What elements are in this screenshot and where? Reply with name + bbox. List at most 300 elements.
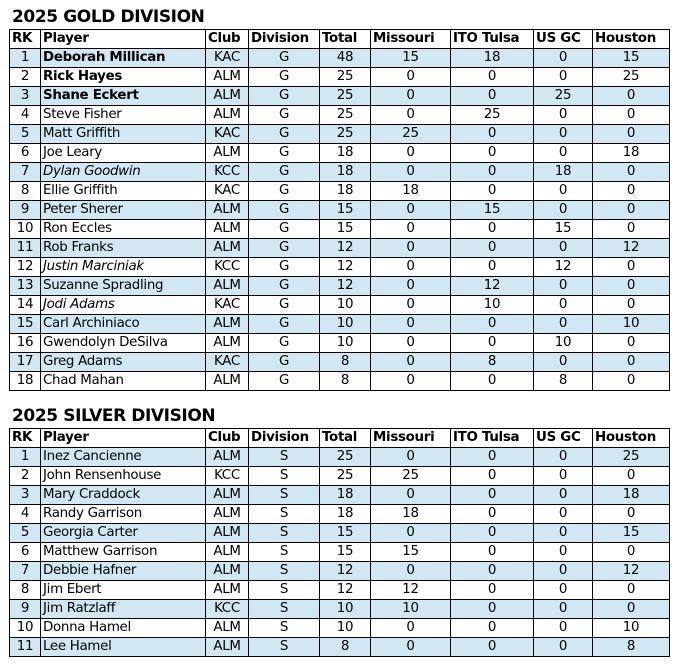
- houston-points-cell: 0: [593, 543, 670, 562]
- table-row: [10, 334, 670, 353]
- player-cell: Debbie Hafner: [41, 562, 206, 581]
- rank-cell: 12: [10, 258, 41, 277]
- ito-tulsa-points-cell: 0: [451, 562, 534, 581]
- player-cell: Dylan Goodwin: [41, 163, 206, 182]
- houston-points-cell: 15: [593, 49, 670, 68]
- total-cell: 12: [320, 562, 371, 581]
- rank-cell: 11: [10, 638, 41, 657]
- header-missouri: Missouri: [371, 429, 451, 448]
- club-cell: ALM: [206, 106, 249, 125]
- division-cell: G: [249, 353, 320, 372]
- us-gc-points-cell: 0: [534, 505, 593, 524]
- houston-points-cell: 12: [593, 562, 670, 581]
- header-division: Division: [249, 429, 320, 448]
- total-cell: 10: [320, 600, 371, 619]
- ito-tulsa-points-cell: 0: [451, 315, 534, 334]
- division-cell: G: [249, 144, 320, 163]
- ito-tulsa-points-cell: 18: [451, 49, 534, 68]
- table-row: [10, 315, 670, 334]
- table-row: [10, 49, 670, 68]
- missouri-points-cell: 10: [371, 600, 451, 619]
- club-cell: ALM: [206, 239, 249, 258]
- player-cell: Carl Archiniaco: [41, 315, 206, 334]
- player-cell: Peter Sherer: [41, 201, 206, 220]
- rank-cell: 5: [10, 125, 41, 144]
- rank-cell: 1: [10, 49, 41, 68]
- rank-cell: 7: [10, 562, 41, 581]
- club-cell: KCC: [206, 600, 249, 619]
- table-row: [10, 372, 670, 391]
- us-gc-points-cell: 0: [534, 68, 593, 87]
- header-division: Division: [249, 30, 320, 49]
- table-row: [10, 87, 670, 106]
- table-row: [10, 467, 670, 486]
- silver-division-table: [9, 428, 670, 657]
- missouri-points-cell: 0: [371, 619, 451, 638]
- missouri-points-cell: 0: [371, 258, 451, 277]
- table-row: [10, 638, 670, 657]
- table-row: [10, 486, 670, 505]
- ito-tulsa-points-cell: 0: [451, 600, 534, 619]
- division-cell: S: [249, 581, 320, 600]
- missouri-points-cell: 0: [371, 220, 451, 239]
- division-cell: G: [249, 220, 320, 239]
- player-cell: Jodi Adams: [41, 296, 206, 315]
- us-gc-points-cell: 12: [534, 258, 593, 277]
- player-cell: Ron Eccles: [41, 220, 206, 239]
- houston-points-cell: 0: [593, 106, 670, 125]
- club-cell: ALM: [206, 201, 249, 220]
- header-club: Club: [206, 30, 249, 49]
- table-row: [10, 163, 670, 182]
- ito-tulsa-points-cell: 0: [451, 619, 534, 638]
- houston-points-cell: 0: [593, 581, 670, 600]
- missouri-points-cell: 15: [371, 49, 451, 68]
- total-cell: 12: [320, 258, 371, 277]
- division-cell: G: [249, 315, 320, 334]
- club-cell: KAC: [206, 353, 249, 372]
- division-cell: G: [249, 106, 320, 125]
- table-row: [10, 619, 670, 638]
- houston-points-cell: 10: [593, 619, 670, 638]
- ito-tulsa-points-cell: 12: [451, 277, 534, 296]
- rank-cell: 15: [10, 315, 41, 334]
- us-gc-points-cell: 0: [534, 448, 593, 467]
- ito-tulsa-points-cell: 0: [451, 448, 534, 467]
- houston-points-cell: 18: [593, 486, 670, 505]
- missouri-points-cell: 0: [371, 201, 451, 220]
- club-cell: ALM: [206, 638, 249, 657]
- club-cell: KAC: [206, 125, 249, 144]
- header-us-gc: US GC: [534, 429, 593, 448]
- houston-points-cell: 18: [593, 144, 670, 163]
- rank-cell: 16: [10, 334, 41, 353]
- total-cell: 10: [320, 334, 371, 353]
- gold-division-table: [9, 29, 670, 391]
- houston-points-cell: 0: [593, 182, 670, 201]
- us-gc-points-cell: 0: [534, 486, 593, 505]
- division-cell: S: [249, 638, 320, 657]
- missouri-points-cell: 18: [371, 182, 451, 201]
- club-cell: ALM: [206, 524, 249, 543]
- player-cell: Inez Cancienne: [41, 448, 206, 467]
- us-gc-points-cell: 0: [534, 144, 593, 163]
- missouri-points-cell: 0: [371, 296, 451, 315]
- division-cell: G: [249, 163, 320, 182]
- us-gc-points-cell: 0: [534, 543, 593, 562]
- us-gc-points-cell: 0: [534, 524, 593, 543]
- division-cell: G: [249, 125, 320, 144]
- table-row: [10, 353, 670, 372]
- missouri-points-cell: 0: [371, 106, 451, 125]
- club-cell: ALM: [206, 581, 249, 600]
- player-cell: Ellie Griffith: [41, 182, 206, 201]
- us-gc-points-cell: 0: [534, 277, 593, 296]
- club-cell: ALM: [206, 334, 249, 353]
- rank-cell: 4: [10, 505, 41, 524]
- us-gc-points-cell: 0: [534, 562, 593, 581]
- us-gc-points-cell: 18: [534, 163, 593, 182]
- club-cell: ALM: [206, 562, 249, 581]
- player-cell: Chad Mahan: [41, 372, 206, 391]
- houston-points-cell: 0: [593, 600, 670, 619]
- table-row: [10, 505, 670, 524]
- total-cell: 10: [320, 296, 371, 315]
- rank-cell: 10: [10, 220, 41, 239]
- table-row: [10, 277, 670, 296]
- table-row: [10, 543, 670, 562]
- silver-division-title: 2025 SILVER DIVISION: [12, 406, 216, 426]
- player-cell: Jim Ratzlaff: [41, 600, 206, 619]
- us-gc-points-cell: 0: [534, 239, 593, 258]
- table-row: [10, 562, 670, 581]
- table-row: [10, 448, 670, 467]
- houston-points-cell: 25: [593, 68, 670, 87]
- missouri-points-cell: 0: [371, 486, 451, 505]
- club-cell: ALM: [206, 505, 249, 524]
- header-player: Player: [41, 429, 206, 448]
- player-cell: Steve Fisher: [41, 106, 206, 125]
- player-cell: Greg Adams: [41, 353, 206, 372]
- division-cell: S: [249, 619, 320, 638]
- total-cell: 18: [320, 486, 371, 505]
- club-cell: KAC: [206, 49, 249, 68]
- club-cell: ALM: [206, 68, 249, 87]
- ito-tulsa-points-cell: 10: [451, 296, 534, 315]
- total-cell: 48: [320, 49, 371, 68]
- header-rk: RK: [10, 429, 41, 448]
- total-cell: 8: [320, 372, 371, 391]
- header-club: Club: [206, 429, 249, 448]
- ito-tulsa-points-cell: 0: [451, 486, 534, 505]
- total-cell: 10: [320, 315, 371, 334]
- table-row: [10, 524, 670, 543]
- us-gc-points-cell: 0: [534, 315, 593, 334]
- ito-tulsa-points-cell: 0: [451, 220, 534, 239]
- table-row: [10, 220, 670, 239]
- us-gc-points-cell: 0: [534, 467, 593, 486]
- us-gc-points-cell: 0: [534, 125, 593, 144]
- header-total: Total: [320, 30, 371, 49]
- missouri-points-cell: 15: [371, 543, 451, 562]
- header-ito-tulsa: ITO Tulsa: [451, 429, 534, 448]
- table-header-row: [10, 429, 670, 448]
- rank-cell: 14: [10, 296, 41, 315]
- division-cell: S: [249, 486, 320, 505]
- club-cell: KAC: [206, 182, 249, 201]
- missouri-points-cell: 0: [371, 562, 451, 581]
- club-cell: ALM: [206, 619, 249, 638]
- houston-points-cell: 0: [593, 353, 670, 372]
- rank-cell: 4: [10, 106, 41, 125]
- total-cell: 12: [320, 581, 371, 600]
- header-rk: RK: [10, 30, 41, 49]
- ito-tulsa-points-cell: 0: [451, 125, 534, 144]
- houston-points-cell: 0: [593, 125, 670, 144]
- rank-cell: 17: [10, 353, 41, 372]
- rank-cell: 18: [10, 372, 41, 391]
- total-cell: 25: [320, 106, 371, 125]
- houston-points-cell: 0: [593, 296, 670, 315]
- rank-cell: 9: [10, 600, 41, 619]
- missouri-points-cell: 0: [371, 87, 451, 106]
- player-cell: Jim Ebert: [41, 581, 206, 600]
- division-cell: G: [249, 201, 320, 220]
- header-total: Total: [320, 429, 371, 448]
- missouri-points-cell: 0: [371, 353, 451, 372]
- header-houston: Houston: [593, 429, 670, 448]
- table-row: [10, 144, 670, 163]
- houston-points-cell: 12: [593, 239, 670, 258]
- club-cell: ALM: [206, 372, 249, 391]
- ito-tulsa-points-cell: 15: [451, 201, 534, 220]
- missouri-points-cell: 0: [371, 144, 451, 163]
- player-cell: Mary Craddock: [41, 486, 206, 505]
- division-cell: G: [249, 182, 320, 201]
- table-row: [10, 239, 670, 258]
- club-cell: KCC: [206, 258, 249, 277]
- division-cell: S: [249, 600, 320, 619]
- club-cell: ALM: [206, 220, 249, 239]
- missouri-points-cell: 0: [371, 239, 451, 258]
- ito-tulsa-points-cell: 0: [451, 543, 534, 562]
- us-gc-points-cell: 0: [534, 353, 593, 372]
- ito-tulsa-points-cell: 0: [451, 239, 534, 258]
- division-cell: G: [249, 372, 320, 391]
- houston-points-cell: 0: [593, 372, 670, 391]
- club-cell: KCC: [206, 467, 249, 486]
- table-row: [10, 600, 670, 619]
- player-cell: Rob Franks: [41, 239, 206, 258]
- rank-cell: 10: [10, 619, 41, 638]
- missouri-points-cell: 0: [371, 638, 451, 657]
- us-gc-points-cell: 15: [534, 220, 593, 239]
- table-row: [10, 258, 670, 277]
- division-cell: G: [249, 296, 320, 315]
- division-cell: G: [249, 277, 320, 296]
- club-cell: ALM: [206, 144, 249, 163]
- us-gc-points-cell: 0: [534, 638, 593, 657]
- missouri-points-cell: 25: [371, 467, 451, 486]
- player-cell: Donna Hamel: [41, 619, 206, 638]
- division-cell: S: [249, 505, 320, 524]
- player-cell: Joe Leary: [41, 144, 206, 163]
- total-cell: 25: [320, 125, 371, 144]
- houston-points-cell: 25: [593, 448, 670, 467]
- ito-tulsa-points-cell: 25: [451, 106, 534, 125]
- houston-points-cell: 0: [593, 505, 670, 524]
- houston-points-cell: 0: [593, 163, 670, 182]
- ito-tulsa-points-cell: 0: [451, 581, 534, 600]
- club-cell: KAC: [206, 296, 249, 315]
- houston-points-cell: 8: [593, 638, 670, 657]
- houston-points-cell: 0: [593, 201, 670, 220]
- houston-points-cell: 0: [593, 467, 670, 486]
- total-cell: 10: [320, 619, 371, 638]
- ito-tulsa-points-cell: 0: [451, 163, 534, 182]
- ito-tulsa-points-cell: 0: [451, 467, 534, 486]
- total-cell: 25: [320, 448, 371, 467]
- missouri-points-cell: 0: [371, 334, 451, 353]
- player-cell: Deborah Millican: [41, 49, 206, 68]
- missouri-points-cell: 0: [371, 448, 451, 467]
- houston-points-cell: 0: [593, 220, 670, 239]
- total-cell: 8: [320, 353, 371, 372]
- us-gc-points-cell: 25: [534, 87, 593, 106]
- division-cell: S: [249, 543, 320, 562]
- rank-cell: 2: [10, 68, 41, 87]
- total-cell: 15: [320, 220, 371, 239]
- rank-cell: 8: [10, 581, 41, 600]
- total-cell: 25: [320, 467, 371, 486]
- us-gc-points-cell: 0: [534, 600, 593, 619]
- total-cell: 12: [320, 239, 371, 258]
- missouri-points-cell: 18: [371, 505, 451, 524]
- ito-tulsa-points-cell: 0: [451, 182, 534, 201]
- us-gc-points-cell: 0: [534, 49, 593, 68]
- total-cell: 18: [320, 505, 371, 524]
- houston-points-cell: 10: [593, 315, 670, 334]
- us-gc-points-cell: 8: [534, 372, 593, 391]
- us-gc-points-cell: 0: [534, 182, 593, 201]
- club-cell: KCC: [206, 163, 249, 182]
- player-cell: Matthew Garrison: [41, 543, 206, 562]
- division-cell: S: [249, 467, 320, 486]
- player-cell: Gwendolyn DeSilva: [41, 334, 206, 353]
- rank-cell: 7: [10, 163, 41, 182]
- player-cell: Matt Griffith: [41, 125, 206, 144]
- ito-tulsa-points-cell: 0: [451, 334, 534, 353]
- rank-cell: 5: [10, 524, 41, 543]
- division-cell: G: [249, 258, 320, 277]
- header-player: Player: [41, 30, 206, 49]
- gold-division-title: 2025 GOLD DIVISION: [12, 7, 205, 27]
- division-cell: G: [249, 334, 320, 353]
- us-gc-points-cell: 0: [534, 296, 593, 315]
- ito-tulsa-points-cell: 0: [451, 524, 534, 543]
- club-cell: ALM: [206, 315, 249, 334]
- header-ito-tulsa: ITO Tulsa: [451, 30, 534, 49]
- player-cell: Rick Hayes: [41, 68, 206, 87]
- us-gc-points-cell: 0: [534, 619, 593, 638]
- header-missouri: Missouri: [371, 30, 451, 49]
- club-cell: ALM: [206, 543, 249, 562]
- total-cell: 15: [320, 524, 371, 543]
- ito-tulsa-points-cell: 0: [451, 68, 534, 87]
- missouri-points-cell: 12: [371, 581, 451, 600]
- total-cell: 8: [320, 638, 371, 657]
- table-row: [10, 106, 670, 125]
- division-cell: G: [249, 68, 320, 87]
- rank-cell: 3: [10, 486, 41, 505]
- total-cell: 18: [320, 144, 371, 163]
- division-cell: S: [249, 562, 320, 581]
- rank-cell: 8: [10, 182, 41, 201]
- player-cell: Suzanne Spradling: [41, 277, 206, 296]
- player-cell: Lee Hamel: [41, 638, 206, 657]
- club-cell: ALM: [206, 448, 249, 467]
- rank-cell: 6: [10, 144, 41, 163]
- missouri-points-cell: 0: [371, 315, 451, 334]
- houston-points-cell: 0: [593, 87, 670, 106]
- us-gc-points-cell: 0: [534, 581, 593, 600]
- division-cell: S: [249, 448, 320, 467]
- missouri-points-cell: 25: [371, 125, 451, 144]
- player-cell: Georgia Carter: [41, 524, 206, 543]
- header-houston: Houston: [593, 30, 670, 49]
- ito-tulsa-points-cell: 0: [451, 258, 534, 277]
- missouri-points-cell: 0: [371, 277, 451, 296]
- ito-tulsa-points-cell: 0: [451, 505, 534, 524]
- total-cell: 12: [320, 277, 371, 296]
- player-cell: John Rensenhouse: [41, 467, 206, 486]
- player-cell: Shane Eckert: [41, 87, 206, 106]
- rank-cell: 1: [10, 448, 41, 467]
- total-cell: 18: [320, 182, 371, 201]
- ito-tulsa-points-cell: 0: [451, 372, 534, 391]
- ito-tulsa-points-cell: 0: [451, 638, 534, 657]
- club-cell: ALM: [206, 277, 249, 296]
- rank-cell: 2: [10, 467, 41, 486]
- ito-tulsa-points-cell: 0: [451, 144, 534, 163]
- total-cell: 25: [320, 68, 371, 87]
- total-cell: 15: [320, 543, 371, 562]
- us-gc-points-cell: 0: [534, 201, 593, 220]
- rank-cell: 9: [10, 201, 41, 220]
- division-cell: G: [249, 239, 320, 258]
- rank-cell: 11: [10, 239, 41, 258]
- ito-tulsa-points-cell: 8: [451, 353, 534, 372]
- total-cell: 25: [320, 87, 371, 106]
- division-cell: S: [249, 524, 320, 543]
- table-header-row: [10, 30, 670, 49]
- ito-tulsa-points-cell: 0: [451, 87, 534, 106]
- total-cell: 15: [320, 201, 371, 220]
- rank-cell: 3: [10, 87, 41, 106]
- table-row: [10, 201, 670, 220]
- rank-cell: 13: [10, 277, 41, 296]
- us-gc-points-cell: 0: [534, 106, 593, 125]
- table-row: [10, 182, 670, 201]
- division-cell: G: [249, 49, 320, 68]
- player-cell: Justin Marciniak: [41, 258, 206, 277]
- houston-points-cell: 0: [593, 334, 670, 353]
- table-row: [10, 68, 670, 87]
- header-us-gc: US GC: [534, 30, 593, 49]
- club-cell: ALM: [206, 87, 249, 106]
- houston-points-cell: 0: [593, 258, 670, 277]
- club-cell: ALM: [206, 486, 249, 505]
